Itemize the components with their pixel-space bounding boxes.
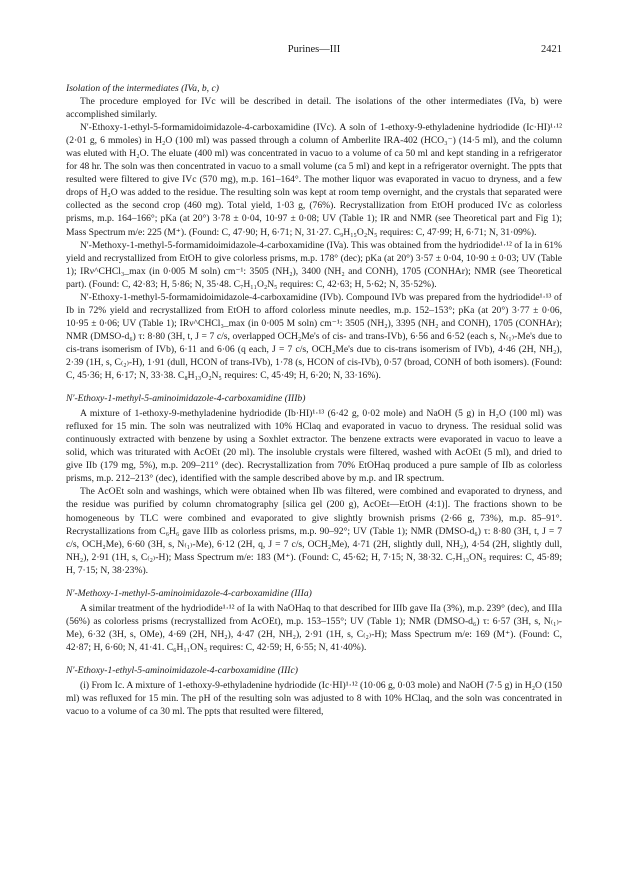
section-heading: N'-Methoxy-1-methyl-5-aminoimidazole-4-carboxamidine (IIIa) xyxy=(66,587,312,599)
paragraph: The AcOEt soln and washings, which were obtained when IIb was filtered, were combined and evaporated to dryness, and the residue was purified by column chromatography [silica gel (200 g), AcOEt—EtOH (4:1)]. The fractions shown to be homogeneous by TLC were combined and evaporated to give slightly brownish prisms (2·66 g, 73%), m.p. 85–91°. Recrystallizations from C₆H₆ gave IIIb as colorless prisms, m.p. 90–92°; UV (Table 1); NMR (DMSO-d₆) τ: 8·80 (3H, t, J = 7 c/s, OCH₂Me), 6·60 (3H, s, N₍₁₎-Me), 6·12 (2H, q, J = 7 c/s, OCH₂Me), 4·71 (2H, slightly dull, NH₂), 4·54 (2H, slightly dull, NH₂), 2·91 (1H, s, C₍₂₎-H); Mass Spectrum m/e: 183 (M⁺). (Found: C, 45·62; H, 7·15; N, 38·32. C₇H₁₃ON₅ requires: C, 45·89; H, 7·15; N, 38·23%). xyxy=(66,486,562,576)
paragraph: N'-Methoxy-1-methyl-5-formamidoimidazole-4-carboxamidine (IVa). This was obtained from the hydriodide¹·¹² of Ia in 61% yield and recrystallized from EtOH to give colorless prisms, m.p. 178° (dec); pKa (at 20°) 3·57 ± 0·04, 10·90 ± 0·03; UV (Table 1); IRν^CHCl₃_max (in 0·005 M soln) cm⁻¹: 3505 (NH₂), 3400 (NH₂ and CONH), 1705 (CONHAr); NMR (see Theoretical part). (Found: C, 42·83; H, 5·86; N, 35·48. C₇H₁₁O₂N₅ requires: C, 42·63; H, 5·62; N, 35·52%). xyxy=(66,239,562,290)
page-number: 2421 xyxy=(541,44,562,55)
paragraph: N'-Ethoxy-1-methyl-5-formamidoimidazole-4-carboxamidine (IVb). Compound IVb was prepared from the hydriodide¹·¹³ of Ib in 72% yield and recrystallized from EtOH to afford colorless minute needles, m.p. 152–153°; pKa (at 20°) 3·77 ± 0·06, 10·95 ± 0·06; UV (Table 1); IRν^CHCl₃_max (in 0·005 M soln) cm⁻¹: 3505 (NH₂), 3395 (NH₂ and CONH), 1705 (CONHAr); NMR (DMSO-d₆) τ: 8·80 (3H, t, J = 7 c/s, overlapped OCH₂Me's of cis- and trans-IVb), 6·56 and 6·52 (each s, N₍₁₎-Me's due to cis-trans isomerism of IVb), 6·11 and 6·06 (q each, J = 7 c/s, OCH₂Me's due to cis-trans isomerism of IVb), 4·46 (2H, NH₂), 2·39 (1H, s, C₍₂₎-H), 1·91 (dull, HCON of trans-IVb), 1·78 (s, HCON of cis-IVb), 0·57 (broad, CONH of both isomers). (Found: C, 45·36; H, 6·17; N, 33·38. C₈H₁₃O₂N₅ requires: C, 45·49; H, 6·20; N, 33·16%). xyxy=(66,291,562,382)
paragraph: A mixture of 1-ethoxy-9-methyladenine hydriodide (Ib·HI)¹·¹³ (6·42 g, 0·02 mole) and NaOH (5 g) in H₂O (100 ml) was refluxed for 15 min. The soln was neutralized with 10% HClaq and evaporated in vacuo to dryness. The residual solid was continuously extracted with benzene by using a Soxhlet extractor. The benzene extracts were evaporated in vacuo to leave a solid, which was triturated with AcOEt (20 ml). The insoluble crystals were filtered, washed with AcOEt (5 ml), and dried to give IIb (179 mg, 5%), m.p. 209–211° (dec). Recrystallization from 70% EtOHaq produced a pure sample of IIb as colorless prisms, m.p. 212–213° (dec), identified with the sample described above by m.p. and IR spectrum. xyxy=(66,408,562,485)
running-header xyxy=(66,44,562,58)
section-heading: N'-Ethoxy-1-ethyl-5-aminoimidazole-4-carboxamidine (IIIc) xyxy=(66,664,298,676)
section-heading: Isolation of the intermediates (IVa, b, c) xyxy=(66,83,219,94)
paragraph: The procedure employed for IVc will be described in detail. The isolations of the other intermediates (IVa, b) were accomplished similarly. xyxy=(66,96,562,121)
paragraph: A similar treatment of the hydriodide¹·¹² of Ia with NaOHaq to that described for IIIb gave IIa (3%), m.p. 239° (dec), and IIIa (56%) as colorless prisms (recrystallized from AcOEt), m.p. 153–155°; UV (Table 1); NMR (DMSO-d₆) τ: 6·57 (3H, s, N₍₁₎-Me), 6·32 (3H, s, OMe), 4·69 (2H, NH₂), 4·47 (2H, NH₂), 2·91 (1H, s, C₍₂₎-H); Mass Spectrum m/e: 169 (M⁺). (Found: C, 42·87; H, 6·60; N, 41·41. C₆H₁₁ON₅ requires: C, 42·59; H, 6·55; N, 41·40%). xyxy=(66,602,562,653)
paragraph: N'-Ethoxy-1-ethyl-5-formamidoimidazole-4-carboxamidine (IVc). A soln of 1-ethoxy-9-ethyladenine hydriodide (Ic·HI)¹·¹² (2·01 g, 6 mmoles) in H₂O (100 ml) was passed through a column of Amberlite IRA-402 (HCO₃⁻) (14·5 ml), and the column was eluted with H₂O. The eluate (400 ml) was concentrated in vacuo to a volume of ca 50 ml and kept standing in a refrigerator for 48 hr. The soln was then concentrated in vacuo to a small volume (ca 5 ml) and kept in a refrigerator overnight. The ppts that resulted were filtered to give IVc (570 mg), m.p. 161–164°. The mother liquor was evaporated in vacuo to dryness, and a few drops of H₂O was added to the residue. The resulting soln was kept at room temp overnight, and the crystals that separated were collected as the second crop (460 mg). Total yield, 1·03 g, (76%). Recrystallization from EtOH produced IVc as colorless prisms, m.p. 164–166°; pKa (at 20°) 3·78 ± 0·04, 10·97 ± 0·08; UV (Table 1); IR and NMR (see Theoretical part and Fig 1); Mass Spectrum m/e: 225 (M⁺). (Found: C, 47·90; H, 6·71; N, 31·27. C₉H₁₅O₂N₅ requires: C, 47·99; H, 6·71; N, 31·09%). xyxy=(66,122,562,238)
article-body xyxy=(66,82,562,718)
section-heading: N'-Ethoxy-1-methyl-5-aminoimidazole-4-carboxamidine (IIIb) xyxy=(66,393,306,405)
running-title: Purines—III xyxy=(287,44,341,55)
paragraph: (i) From Ic. A mixture of 1-ethoxy-9-ethyladenine hydriodide (Ic·HI)¹·¹² (10·06 g, 0·03 mole) and NaOH (7·5 g) in H₂O (150 ml) was refluxed for 15 min. The pH of the resulting soln was adjusted to 8 with 10% HClaq, and the soln was concentrated in vacuo to a volume of ca 30 ml. The ppts that resulted were filtered, xyxy=(66,680,562,718)
